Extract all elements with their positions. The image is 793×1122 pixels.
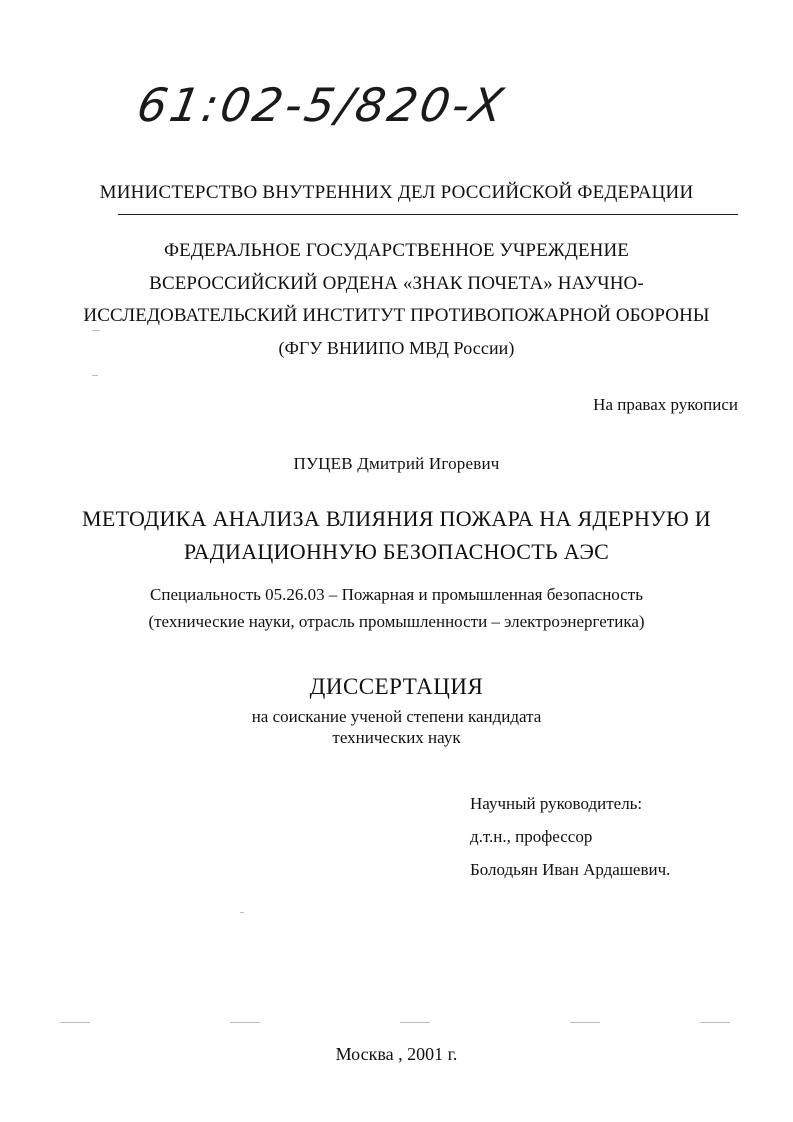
supervisor-title: д.т.н., профессор bbox=[470, 827, 593, 846]
institution-abbreviation: (ФГУ ВНИИПО МВД России) bbox=[278, 338, 515, 358]
institution-line-2: ВСЕРОССИЙСКИЙ ОРДЕНА «ЗНАК ПОЧЕТА» НАУЧНО- bbox=[149, 273, 644, 294]
heading-divider bbox=[118, 214, 738, 215]
institution-line-3: ИССЛЕДОВАТЕЛЬСКИЙ ИНСТИТУТ ПРОТИВОПОЖАРНОЙ ОБОРОНЫ bbox=[83, 305, 710, 326]
handwritten-code: 61:02-5/820-X bbox=[133, 78, 510, 132]
author-name: ПУЦЕВ Дмитрий Игоревич bbox=[293, 454, 500, 473]
supervisor-name: Болодьян Иван Ардашевич. bbox=[470, 860, 671, 879]
institution-line-1: ФЕДЕРАЛЬНОЕ ГОСУДАРСТВЕННОЕ УЧРЕЖДЕНИЕ bbox=[163, 240, 630, 261]
scan-speck bbox=[92, 330, 100, 331]
scan-speck bbox=[400, 1022, 430, 1023]
scan-speck bbox=[230, 1022, 260, 1023]
thesis-title-line-2: РАДИАЦИОННУЮ БЕЗОПАСНОСТЬ АЭС bbox=[183, 539, 610, 564]
scan-speck bbox=[570, 1022, 600, 1023]
specialty-line-1: Специальность 05.26.03 – Пожарная и промышленная безопасность bbox=[150, 585, 643, 604]
ministry-heading: МИНИСТЕРСТВО ВНУТРЕННИХ ДЕЛ РОССИЙСКОЙ ФЕДЕРАЦИИ bbox=[99, 182, 694, 203]
scan-speck bbox=[700, 1022, 730, 1023]
thesis-title-line-1: МЕТОДИКА АНАЛИЗА ВЛИЯНИЯ ПОЖАРА НА ЯДЕРНУЮ И bbox=[82, 506, 711, 531]
scan-speck bbox=[240, 912, 244, 913]
degree-line-2: технических наук bbox=[332, 728, 461, 747]
scan-speck bbox=[92, 375, 98, 376]
supervisor-label: Научный руководитель: bbox=[470, 794, 643, 813]
place-and-year: Москва , 2001 г. bbox=[335, 1044, 458, 1064]
degree-line-1: на соискание ученой степени кандидата bbox=[251, 707, 542, 726]
document-type: ДИССЕРТАЦИЯ bbox=[309, 674, 484, 699]
scan-speck bbox=[60, 1022, 90, 1023]
manuscript-note: На правах рукописи bbox=[593, 395, 738, 414]
specialty-line-2: (технические науки, отрасль промышленности – электроэнергетика) bbox=[148, 612, 645, 631]
